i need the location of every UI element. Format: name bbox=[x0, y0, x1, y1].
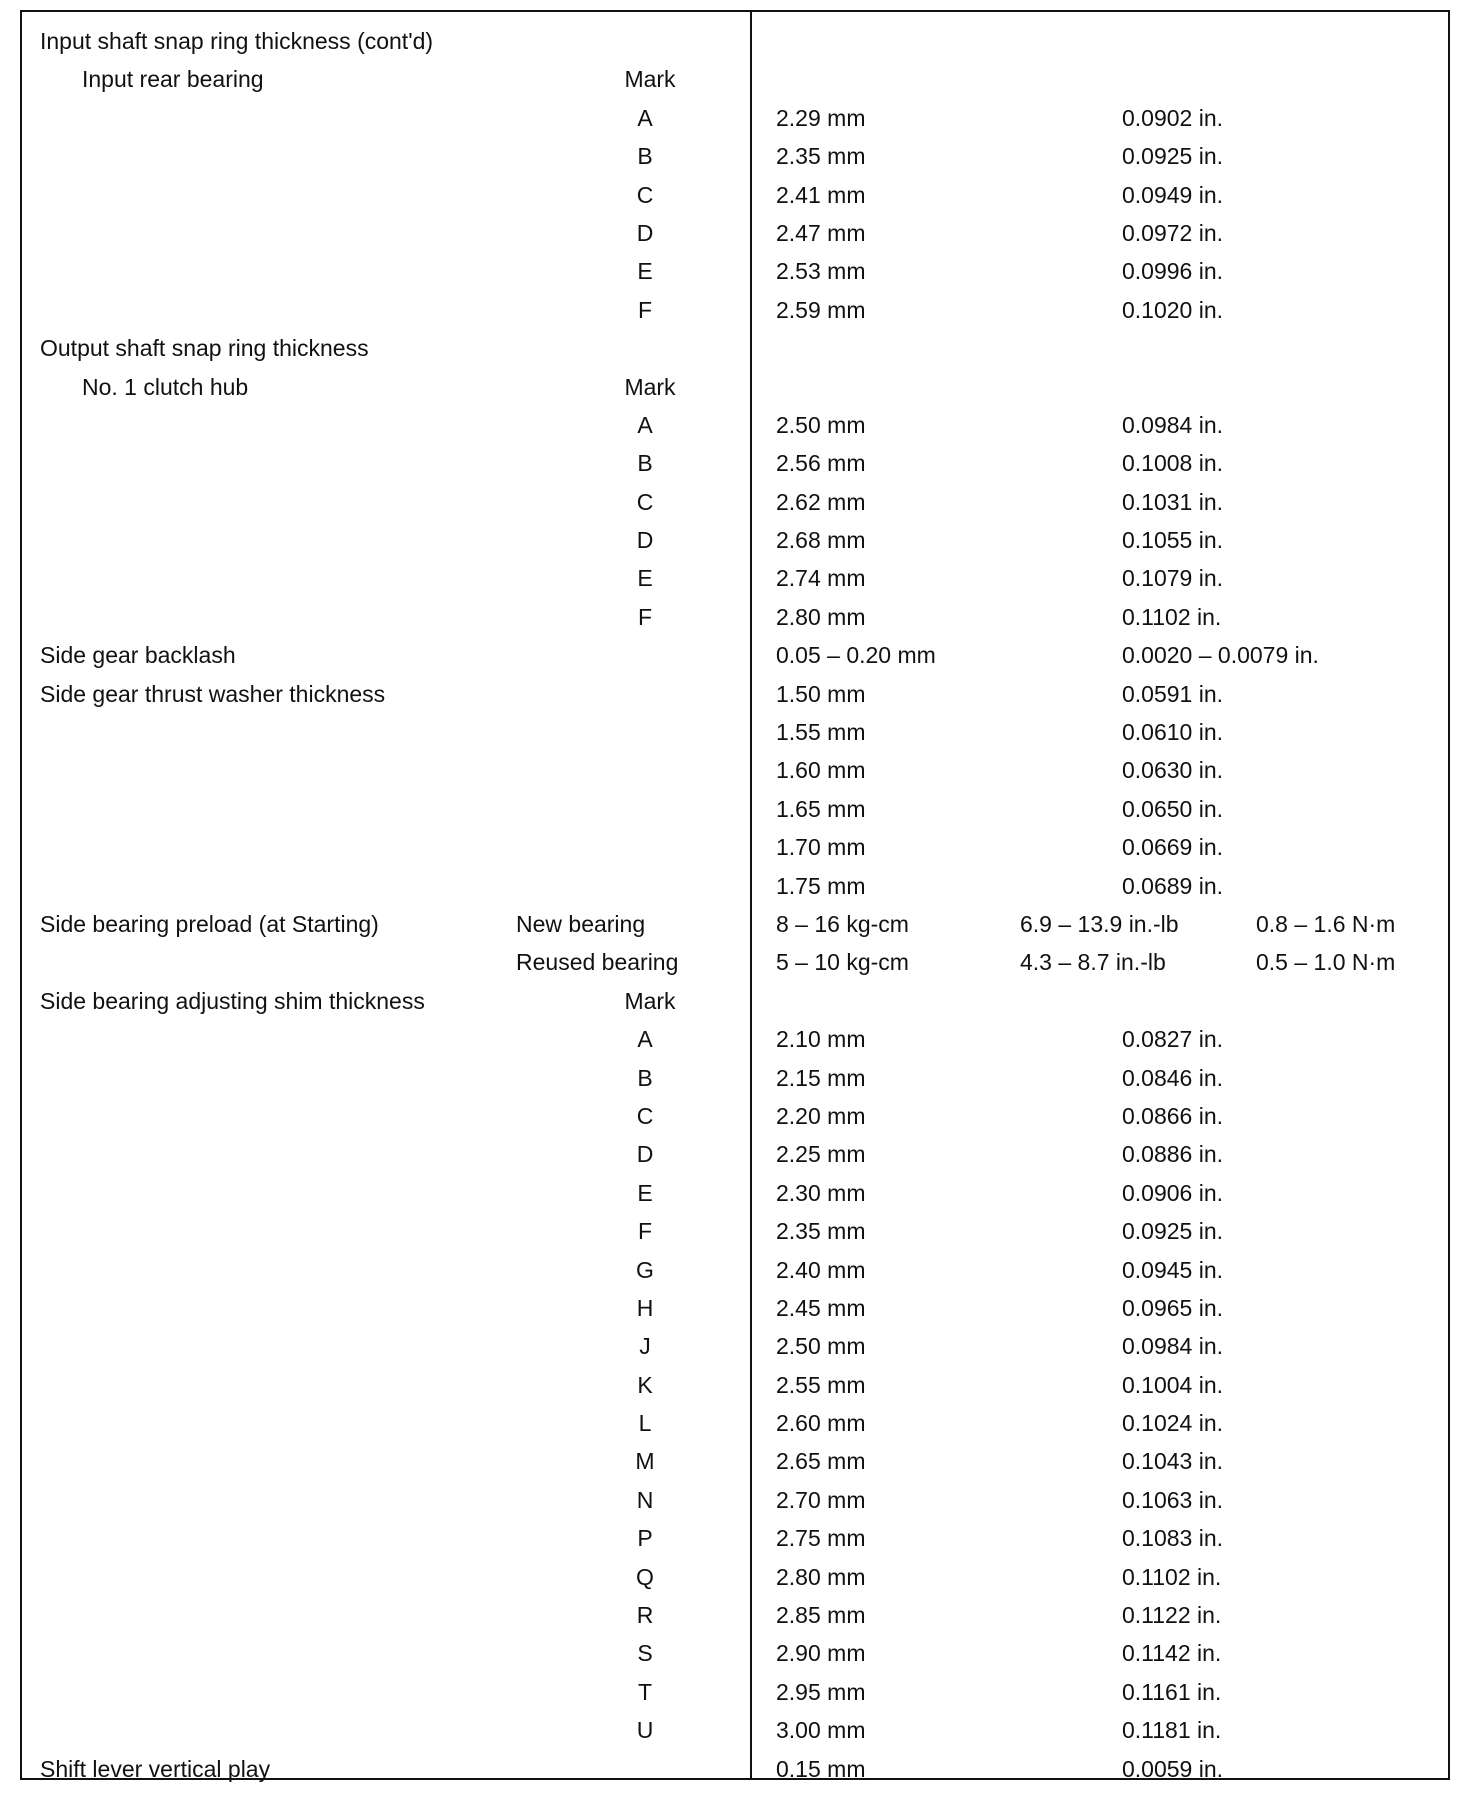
metric-value: 2.20 mm bbox=[776, 1102, 866, 1129]
imperial-value: 0.1024 in. bbox=[1122, 1410, 1224, 1437]
table-row bbox=[0, 483, 1472, 521]
metric-value: 1.75 mm bbox=[776, 872, 866, 899]
mark-cell: P bbox=[637, 1525, 653, 1552]
imperial-value: 0.0827 in. bbox=[1122, 1026, 1224, 1053]
mark-cell: A bbox=[637, 104, 653, 131]
imperial-value: 4.3 – 8.7 in.-lb bbox=[1020, 949, 1166, 976]
metric-value: 5 – 10 kg-cm bbox=[776, 949, 909, 976]
table-row bbox=[0, 291, 1472, 329]
mark-cell: A bbox=[637, 1026, 653, 1053]
mark-cell: E bbox=[637, 565, 653, 592]
metric-value: 2.10 mm bbox=[776, 1026, 866, 1053]
row-label: Input rear bearing bbox=[82, 66, 264, 93]
imperial-value: 0.0945 in. bbox=[1122, 1256, 1224, 1283]
metric-value: 2.70 mm bbox=[776, 1486, 866, 1513]
imperial-value: 0.0866 in. bbox=[1122, 1102, 1224, 1129]
imperial-value: 0.1063 in. bbox=[1122, 1486, 1224, 1513]
imperial-value: 0.0630 in. bbox=[1122, 757, 1224, 784]
table-row bbox=[0, 636, 1472, 674]
table-row bbox=[0, 1711, 1472, 1749]
row-label: Side gear thrust washer thickness bbox=[40, 680, 386, 707]
table-row bbox=[0, 1404, 1472, 1442]
table-row bbox=[0, 713, 1472, 751]
imperial-value: 0.1083 in. bbox=[1122, 1525, 1224, 1552]
specification-table bbox=[0, 22, 1472, 1788]
imperial-value: 0.0902 in. bbox=[1122, 104, 1224, 131]
table-row bbox=[0, 368, 1472, 406]
metric-value: 1.65 mm bbox=[776, 795, 866, 822]
table-row bbox=[0, 521, 1472, 559]
metric-value: 2.15 mm bbox=[776, 1064, 866, 1091]
metric-value: 2.75 mm bbox=[776, 1525, 866, 1552]
metric-value: 1.55 mm bbox=[776, 719, 866, 746]
mark-cell: A bbox=[637, 411, 653, 438]
table-row bbox=[0, 1327, 1472, 1365]
table-row bbox=[0, 1442, 1472, 1480]
mark-cell: D bbox=[636, 1141, 654, 1168]
metric-value: 2.59 mm bbox=[776, 296, 866, 323]
table-row bbox=[0, 1750, 1472, 1788]
mark-cell: C bbox=[636, 181, 654, 208]
mark-cell: D bbox=[636, 527, 654, 554]
table-row bbox=[0, 137, 1472, 175]
row-label: Output shaft snap ring thickness bbox=[40, 335, 369, 362]
mark-cell: F bbox=[637, 603, 653, 630]
table-row bbox=[0, 1634, 1472, 1672]
metric-value: 2.25 mm bbox=[776, 1141, 866, 1168]
mark-cell: J bbox=[639, 1333, 651, 1360]
mark-cell: R bbox=[636, 1602, 654, 1629]
table-row bbox=[0, 60, 1472, 98]
table-row bbox=[0, 252, 1472, 290]
imperial-value: 0.1161 in. bbox=[1122, 1678, 1222, 1705]
table-row bbox=[0, 1289, 1472, 1327]
mark-cell: B bbox=[637, 1064, 653, 1091]
table-row bbox=[0, 99, 1472, 137]
condition-cell: New bearing bbox=[516, 910, 646, 937]
metric-value: 2.50 mm bbox=[776, 411, 866, 438]
metric-value: 2.35 mm bbox=[776, 143, 866, 170]
imperial-value: 0.1142 in. bbox=[1122, 1640, 1222, 1667]
mark-cell: C bbox=[636, 1102, 654, 1129]
mark-cell: M bbox=[635, 1448, 655, 1475]
mark-cell: C bbox=[636, 488, 654, 515]
imperial-value: 0.0972 in. bbox=[1122, 219, 1224, 246]
imperial-value: 0.1181 in. bbox=[1122, 1717, 1222, 1744]
metric-value: 0.05 – 0.20 mm bbox=[776, 642, 936, 669]
table-row bbox=[0, 1135, 1472, 1173]
mark-header: Mark bbox=[624, 373, 676, 400]
imperial-value: 0.0591 in. bbox=[1122, 680, 1224, 707]
row-label: Side gear backlash bbox=[40, 642, 236, 669]
imperial-value: 0.1004 in. bbox=[1122, 1371, 1224, 1398]
imperial-value: 0.0925 in. bbox=[1122, 143, 1224, 170]
mark-cell: U bbox=[636, 1717, 654, 1744]
imperial-value: 0.1055 in. bbox=[1122, 527, 1224, 554]
table-row bbox=[0, 329, 1472, 367]
metric-value: 8 – 16 kg-cm bbox=[776, 910, 909, 937]
imperial-value: 0.0886 in. bbox=[1122, 1141, 1224, 1168]
table-row bbox=[0, 406, 1472, 444]
metric-value: 2.53 mm bbox=[776, 258, 866, 285]
mark-cell: K bbox=[637, 1371, 653, 1398]
imperial-value: 0.0020 – 0.0079 in. bbox=[1122, 642, 1319, 669]
si-value: 0.8 – 1.6 N·m bbox=[1256, 910, 1396, 937]
table-row bbox=[0, 1596, 1472, 1634]
imperial-value: 0.0669 in. bbox=[1122, 834, 1224, 861]
mark-cell: F bbox=[637, 1218, 653, 1245]
table-row bbox=[0, 982, 1472, 1020]
metric-value: 2.41 mm bbox=[776, 181, 866, 208]
mark-cell: B bbox=[637, 143, 653, 170]
table-row bbox=[0, 214, 1472, 252]
metric-value: 2.45 mm bbox=[776, 1294, 866, 1321]
imperial-value: 0.0689 in. bbox=[1122, 872, 1224, 899]
metric-value: 2.29 mm bbox=[776, 104, 866, 131]
table-row bbox=[0, 1020, 1472, 1058]
imperial-value: 0.1122 in. bbox=[1122, 1602, 1222, 1629]
metric-value: 1.50 mm bbox=[776, 680, 866, 707]
table-row bbox=[0, 1097, 1472, 1135]
table-row bbox=[0, 1558, 1472, 1596]
table-row bbox=[0, 751, 1472, 789]
imperial-value: 0.0846 in. bbox=[1122, 1064, 1224, 1091]
mark-cell: Q bbox=[636, 1563, 654, 1590]
table-row bbox=[0, 22, 1472, 60]
imperial-value: 0.1102 in. bbox=[1122, 603, 1222, 630]
metric-value: 2.55 mm bbox=[776, 1371, 866, 1398]
row-label: Side bearing preload (at Starting) bbox=[40, 910, 379, 937]
table-row bbox=[0, 1251, 1472, 1289]
metric-value: 2.95 mm bbox=[776, 1678, 866, 1705]
table-row bbox=[0, 1673, 1472, 1711]
table-row bbox=[0, 1519, 1472, 1557]
table-row bbox=[0, 828, 1472, 866]
metric-value: 2.62 mm bbox=[776, 488, 866, 515]
row-label: Shift lever vertical play bbox=[40, 1755, 271, 1782]
mark-cell: D bbox=[636, 219, 654, 246]
table-row bbox=[0, 675, 1472, 713]
metric-value: 2.74 mm bbox=[776, 565, 866, 592]
mark-cell: F bbox=[637, 296, 653, 323]
table-row bbox=[0, 176, 1472, 214]
imperial-value: 0.1102 in. bbox=[1122, 1563, 1222, 1590]
imperial-value: 0.0650 in. bbox=[1122, 795, 1224, 822]
imperial-value: 0.0906 in. bbox=[1122, 1179, 1224, 1206]
imperial-value: 0.0984 in. bbox=[1122, 411, 1224, 438]
row-label: Input shaft snap ring thickness (cont'd) bbox=[40, 28, 434, 54]
metric-value: 1.60 mm bbox=[776, 757, 866, 784]
table-row bbox=[0, 1212, 1472, 1250]
imperial-value: 0.0925 in. bbox=[1122, 1218, 1224, 1245]
imperial-value: 0.1043 in. bbox=[1122, 1448, 1224, 1475]
imperial-value: 0.0059 in. bbox=[1122, 1755, 1224, 1782]
metric-value: 3.00 mm bbox=[776, 1717, 866, 1744]
metric-value: 2.68 mm bbox=[776, 527, 866, 554]
mark-cell: B bbox=[637, 450, 653, 477]
metric-value: 2.90 mm bbox=[776, 1640, 866, 1667]
metric-value: 2.65 mm bbox=[776, 1448, 866, 1475]
mark-cell: N bbox=[636, 1486, 654, 1513]
metric-value: 2.60 mm bbox=[776, 1410, 866, 1437]
imperial-value: 0.1008 in. bbox=[1122, 450, 1224, 477]
mark-cell: H bbox=[636, 1294, 654, 1321]
mark-cell: L bbox=[638, 1410, 652, 1437]
imperial-value: 0.0984 in. bbox=[1122, 1333, 1224, 1360]
metric-value: 2.50 mm bbox=[776, 1333, 866, 1360]
condition-cell: Reused bearing bbox=[516, 949, 679, 976]
imperial-value: 6.9 – 13.9 in.-lb bbox=[1020, 910, 1179, 937]
table-row bbox=[0, 444, 1472, 482]
imperial-value: 0.1031 in. bbox=[1122, 488, 1224, 515]
mark-cell: T bbox=[637, 1678, 653, 1705]
mark-cell: G bbox=[636, 1256, 654, 1283]
table-row bbox=[0, 1366, 1472, 1404]
mark-header: Mark bbox=[624, 987, 676, 1014]
table-row bbox=[0, 905, 1472, 943]
metric-value: 2.80 mm bbox=[776, 603, 866, 630]
imperial-value: 0.0996 in. bbox=[1122, 258, 1224, 285]
imperial-value: 0.0610 in. bbox=[1122, 719, 1224, 746]
table-row bbox=[0, 790, 1472, 828]
table-row bbox=[0, 1059, 1472, 1097]
imperial-value: 0.1079 in. bbox=[1122, 565, 1224, 592]
imperial-value: 0.0949 in. bbox=[1122, 181, 1224, 208]
mark-cell: S bbox=[637, 1640, 653, 1667]
metric-value: 1.70 mm bbox=[776, 834, 866, 861]
row-label: No. 1 clutch hub bbox=[82, 373, 249, 400]
metric-value: 2.47 mm bbox=[776, 219, 866, 246]
imperial-value: 0.1020 in. bbox=[1122, 296, 1224, 323]
table-row bbox=[0, 867, 1472, 905]
table-row bbox=[0, 1174, 1472, 1212]
imperial-value: 0.0965 in. bbox=[1122, 1294, 1224, 1321]
metric-value: 2.56 mm bbox=[776, 450, 866, 477]
table-row bbox=[0, 1481, 1472, 1519]
row-label: Side bearing adjusting shim thickness bbox=[40, 987, 425, 1014]
mark-cell: E bbox=[637, 258, 653, 285]
table-row bbox=[0, 943, 1472, 981]
table-row bbox=[0, 598, 1472, 636]
metric-value: 0.15 mm bbox=[776, 1755, 866, 1782]
metric-value: 2.35 mm bbox=[776, 1218, 866, 1245]
metric-value: 2.30 mm bbox=[776, 1179, 866, 1206]
table-row bbox=[0, 559, 1472, 597]
mark-cell: E bbox=[637, 1179, 653, 1206]
si-value: 0.5 – 1.0 N·m bbox=[1256, 949, 1396, 976]
metric-value: 2.40 mm bbox=[776, 1256, 866, 1283]
metric-value: 2.80 mm bbox=[776, 1563, 866, 1590]
metric-value: 2.85 mm bbox=[776, 1602, 866, 1629]
mark-header: Mark bbox=[624, 66, 676, 93]
